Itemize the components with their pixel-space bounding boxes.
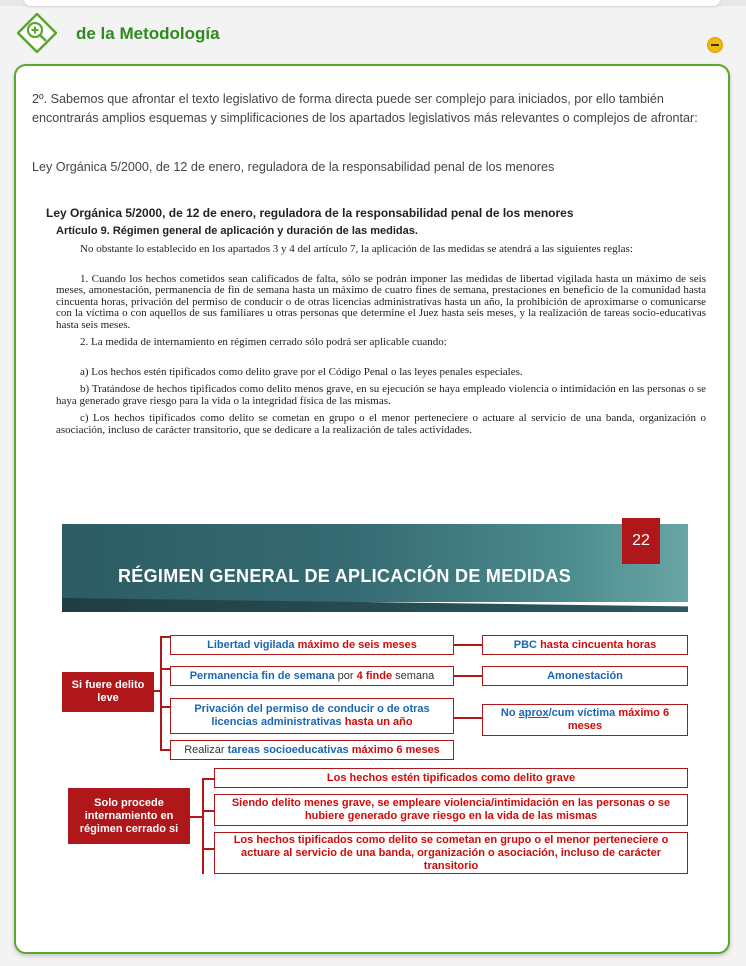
connector-line [202,810,214,812]
previous-section-edge [24,0,720,6]
top-scroll-bar [0,0,746,6]
measure-box [170,698,454,734]
cerrado-label: Solo procede internamiento en régimen cerrado si [68,788,190,844]
connector-line [454,675,482,677]
box-text: máximo 6 meses [351,743,440,756]
box-text: tareas socioeducativas [227,743,349,756]
slide-page-number: 22 [622,518,660,564]
section-title: de la Metodología [76,24,220,43]
box-text: por [337,669,354,682]
leve-label: Si fuere delito leve [62,672,154,712]
article-heading: Artículo 9. Régimen general de aplicación y duración de las medidas. [56,225,418,237]
box-text: /cum víctima [548,707,616,719]
excerpt-paragraph: b) Tratándose de hechos tipificados como delito menos grave, en su ejecución se haya empleado violencia o intimidación en las personas o se haya generado grave riesgo para la vida o la integridad física de las mismas. [56,383,706,407]
connector-line [160,749,170,751]
box-text: aprox [518,707,549,719]
excerpt-paragraph: 2. La medida de internamiento en régimen cerrado sólo podrá ser aplicable cuando: [80,336,447,348]
excerpt-title: Ley Orgánica 5/2000, de 12 de enero, reguladora de la responsabilidad penal de los menores [46,206,574,220]
collapse-button[interactable] [707,37,723,53]
connector-line [160,668,170,670]
box-text: Amonestación [547,669,623,682]
condition-box: Los hechos tipificados como delito se cometan en grupo o el menor perteneciere o actuare al servicio de una banda, organización o asociación, incluso de carácter transitorio [214,832,688,874]
connector-line [202,848,214,850]
slide-banner [62,524,688,602]
intro-text: 2º. Sabemos que afrontar el texto legislativo de forma directa puede ser complejo para iniciados, por ello también encontrarás amplios esquemas y simplificaciones de los apartados legislativos más relevantes o complejos de afrontar: [32,92,698,125]
excerpt-paragraph: c) Los hechos tipificados como delito se cometan en grupo o el menor perteneciere o actuare al servicio de una banda, organización o asociación, incluso de carácter transitorio, que se dedicare a la realización de tales actividades. [56,412,706,436]
measure-box [170,740,454,760]
excerpt-paragraph: a) Los hechos estén tipificados como delito grave por el Código Penal o las leyes penales especiales. [80,365,523,378]
measure-box [482,666,688,686]
slide-title: RÉGIMEN GENERAL DE APLICACIÓN DE MEDIDAS [118,566,572,586]
connector-line [160,636,170,638]
measure-box [482,704,688,736]
connector-line [190,816,204,818]
summary-slide [62,518,688,874]
box-text: No [500,707,516,719]
box-text: Permanencia fin de semana [189,669,335,682]
box-text: hasta un año [344,716,413,728]
excerpt-paragraph: No obstante lo establecido en los apartados 3 y 4 del artículo 7, la aplicación de las medidas se atendrá a las siguientes reglas: [80,243,633,255]
box-text: Privación del permiso de conducir o de otras licencias administrativas [194,703,430,728]
search-plus-icon [17,13,57,53]
excerpt-paragraph: 1. Cuando los hechos cometidos sean calificados de falta, sólo se podrán imponer las medidas de libertad vigilada hasta un máximo de seis meses, amonestación, permanencia de fin de semana hasta un máximo de cuatro fines de semana, prestaciones en beneficio de la comunidad hasta cincuenta horas, privación del permiso de conducir o de otras licencias administrativas hasta un año, la prohibición de aproximarse o comunicarse con la víctima o con aquellos de sus familiares u otras personas que determine el Juez hasta seis meses, y la realización de tareas socio-educativas hasta seis meses. [56,272,706,331]
law-reference: Ley Orgánica 5/2000, de 12 de enero, reguladora de la responsabilidad penal de los menores [32,160,555,174]
connector-line [202,778,214,780]
bracket-line [160,636,162,750]
connector-line [154,690,162,692]
connector-line [160,706,170,708]
box-text: 4 finde [356,669,393,682]
box-text: PBC [513,638,537,651]
methodology-card [14,64,730,954]
measure-box [170,635,454,655]
connector-line [454,644,482,646]
box-text: semana [395,669,435,682]
box-text: máximo 6 meses [567,707,670,732]
box-text: Libertad vigilada [207,638,295,651]
box-text: Realizar [184,743,225,756]
box-text: máximo de seis meses [297,638,417,651]
measure-box [170,666,454,686]
condition-box: Los hechos estén tipificados como delito grave [214,768,688,788]
bracket-line [202,778,204,874]
law-excerpt [46,206,706,436]
measure-box [482,635,688,655]
condition-box: Siendo delito menes grave, se empleare violencia/intimidación en las personas o se hubiere generado grave riesgo en la vida de las mismas [214,794,688,826]
connector-line [454,717,482,719]
box-text: hasta cincuenta horas [540,638,657,651]
